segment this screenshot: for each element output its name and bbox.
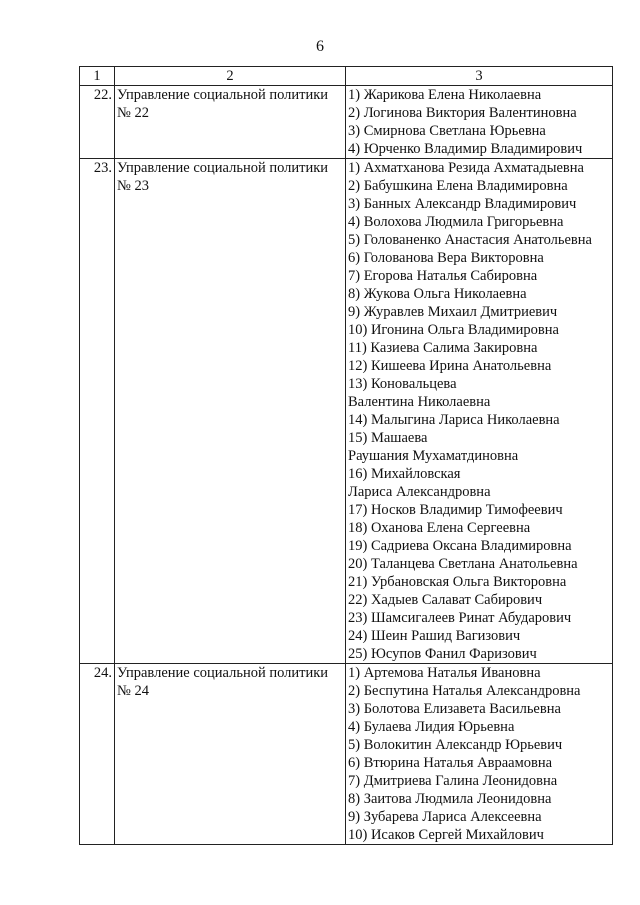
member-name: 1) Ахматханова Резида Ахматадыевна — [348, 160, 584, 176]
member-name: 9) Зубарева Лариса Алексеевна — [348, 809, 542, 825]
department-name-line: Управление социальной политики — [117, 665, 329, 681]
member-name: 11) Казиева Салима Закировна — [348, 340, 538, 356]
department-name-line: № 22 — [117, 105, 149, 121]
member-name: 9) Журавлев Михаил Дмитриевич — [348, 304, 558, 320]
column-header-2: 2 — [115, 67, 346, 86]
member-name: 19) Садриева Оксана Владимировна — [348, 538, 572, 554]
department-name-line: Управление социальной политики — [117, 87, 329, 103]
member-name: 2) Беспутина Наталья Александровна — [348, 683, 581, 699]
member-name: 8) Заитова Людмила Леонидовна — [348, 791, 552, 807]
member-name: 7) Дмитриева Галина Леонидовна — [348, 773, 558, 789]
member-name: 6) Голованова Вера Викторовна — [348, 250, 544, 266]
members-cell — [346, 159, 613, 664]
table-body — [80, 86, 613, 845]
member-name: 16) Михайловская — [348, 466, 461, 482]
department-name-line: Управление социальной политики — [117, 160, 329, 176]
member-name: Раушания Мухаматдиновна — [348, 448, 519, 464]
member-name: 3) Смирнова Светлана Юрьевна — [348, 123, 546, 139]
table-row — [80, 86, 613, 159]
member-name: 15) Машаева — [348, 430, 428, 446]
table-row — [80, 664, 613, 845]
department-cell — [115, 159, 346, 664]
member-name: 1) Жарикова Елена Николаевна — [348, 87, 542, 103]
row-number: 22. — [80, 86, 115, 159]
department-name-line: № 23 — [117, 178, 149, 194]
member-name: 4) Булаева Лидия Юрьевна — [348, 719, 515, 735]
members-table — [79, 66, 613, 845]
member-name: 8) Жукова Ольга Николаевна — [348, 286, 527, 302]
member-name: 6) Втюрина Наталья Авраамовна — [348, 755, 553, 771]
row-number: 23. — [80, 159, 115, 664]
member-name: 5) Волокитин Александр Юрьевич — [348, 737, 563, 753]
member-name: 1) Артемова Наталья Ивановна — [348, 665, 541, 681]
table-row — [80, 159, 613, 664]
member-name: 2) Логинова Виктория Валентиновна — [348, 105, 577, 121]
member-name: 4) Юрченко Владимир Владимирович — [348, 141, 583, 157]
member-name: 4) Волохова Людмила Григорьевна — [348, 214, 564, 230]
member-name: 10) Игонина Ольга Владимировна — [348, 322, 559, 338]
member-name: 22) Хадыев Салават Сабирович — [348, 592, 543, 608]
department-cell — [115, 664, 346, 845]
column-header-1: 1 — [80, 67, 115, 86]
member-name: 25) Юсупов Фанил Фаризович — [348, 646, 537, 662]
member-name: 12) Кишеева Ирина Анатольевна — [348, 358, 552, 374]
member-name: 10) Исаков Сергей Михайлович — [348, 827, 544, 843]
member-name: 14) Малыгина Лариса Николаевна — [348, 412, 560, 428]
member-name: 13) Коновальцева — [348, 376, 457, 392]
department-cell — [115, 86, 346, 159]
table-header — [80, 67, 613, 86]
member-name: 23) Шамсигалеев Ринат Абударович — [348, 610, 572, 626]
member-name: 5) Голованенко Анастасия Анатольевна — [348, 232, 592, 248]
member-name: Валентина Николаевна — [348, 394, 491, 410]
department-name-line: № 24 — [117, 683, 149, 699]
member-name: 3) Банных Александр Владимирович — [348, 196, 577, 212]
column-header-3: 3 — [346, 67, 613, 86]
member-name: 20) Таланцева Светлана Анатольевна — [348, 556, 578, 572]
member-name: 2) Бабушкина Елена Владимировна — [348, 178, 568, 194]
members-cell — [346, 86, 613, 159]
page-number: 6 — [316, 38, 324, 55]
member-name: Лариса Александровна — [348, 484, 491, 500]
member-name: 18) Оханова Елена Сергеевна — [348, 520, 531, 536]
member-name: 21) Урбановская Ольга Викторовна — [348, 574, 567, 590]
row-number: 24. — [80, 664, 115, 845]
member-name: 17) Носков Владимир Тимофеевич — [348, 502, 563, 518]
member-name: 3) Болотова Елизавета Васильевна — [348, 701, 561, 717]
member-name: 7) Егорова Наталья Сабировна — [348, 268, 538, 284]
member-name: 24) Шеин Рашид Вагизович — [348, 628, 521, 644]
members-cell — [346, 664, 613, 845]
